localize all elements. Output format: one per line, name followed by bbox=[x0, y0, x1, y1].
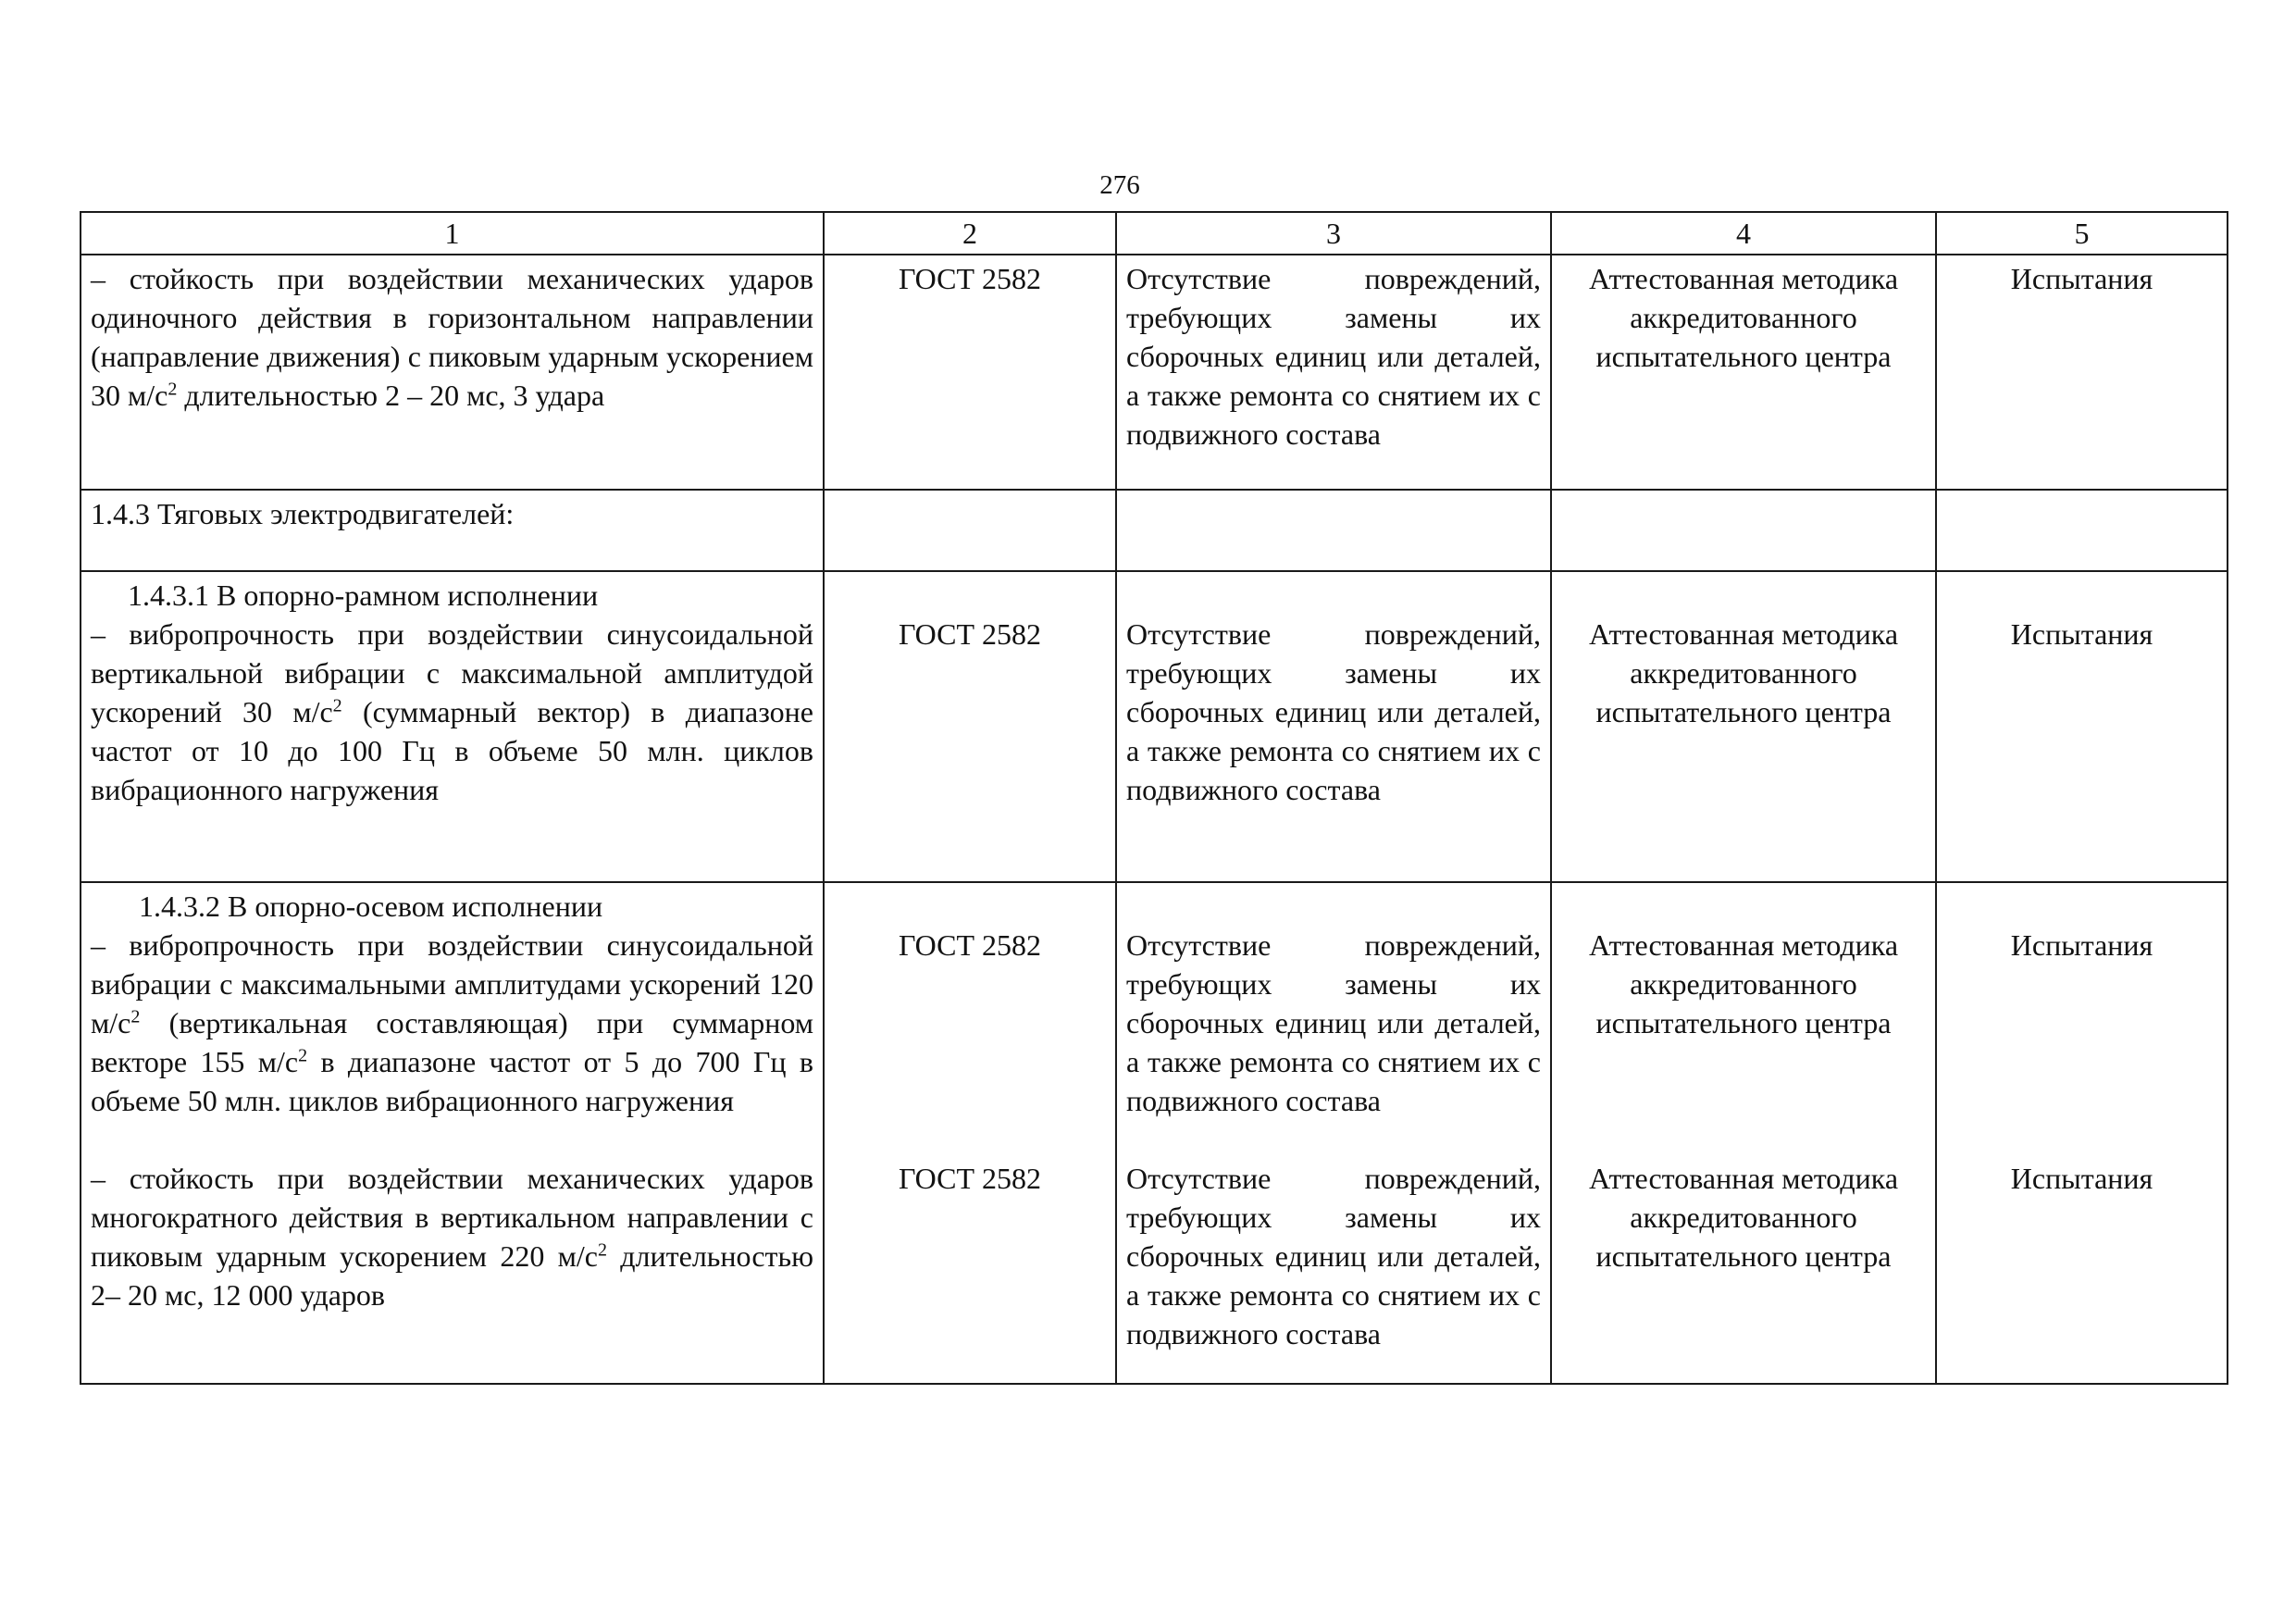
criterion-text: Отсутствие повреждений, требующих замены их сборочных единиц или деталей, а также ремонта со снятием их с подвижного состава bbox=[1126, 1162, 1541, 1350]
standard-text: ГОСТ 2582 bbox=[898, 928, 1042, 962]
criterion-cell: Отсутствие повреждений, требующих замены их сборочных единиц или деталей, а также ремонта со снятием их с подвижного состава bbox=[1116, 255, 1551, 490]
table-header-row bbox=[81, 212, 2228, 255]
method-text: Аттестованная методика аккредитованного испытательного центра bbox=[1588, 928, 1899, 1039]
requirement-text: – стойкость при воздействии механических ударов многократного действия в вертикальном направлении с пиковым ударным ускорением 220 м/с bbox=[91, 1162, 813, 1273]
criterion-cell bbox=[1116, 571, 1551, 882]
control-type-text: Испытания bbox=[2010, 928, 2153, 962]
section-title: 1.4.3 Тяговых электродвигателей: bbox=[81, 490, 824, 571]
method-text: Аттестованная методика аккредитованного испытательного центра bbox=[1588, 617, 1899, 728]
standard-cell bbox=[824, 882, 1116, 1384]
control-type-text: Испытания bbox=[2010, 617, 2153, 651]
standard-text: ГОСТ 2582 bbox=[898, 617, 1042, 651]
method-cell: Аттестованная методика аккредитованного испытательного центра bbox=[1551, 255, 1936, 490]
column-header-3: 3 bbox=[1116, 212, 1551, 255]
page-number: 276 bbox=[1099, 170, 1140, 200]
superscript: 2 bbox=[597, 1239, 607, 1261]
subsection-heading: 1.4.3.2 В опорно-осевом исполнении bbox=[139, 890, 603, 923]
control-type-cell bbox=[1936, 882, 2228, 1384]
subsection-heading: 1.4.3.1 В опорно-рамном исполнении bbox=[128, 579, 599, 612]
column-header-2: 2 bbox=[824, 212, 1116, 255]
requirement-text: – стойкость при воздействии механических ударов одиночного действия в горизонтальном направлении (направление движения) с пиковым ударным ускорением 30 м/с bbox=[91, 262, 813, 412]
superscript: 2 bbox=[130, 1006, 141, 1027]
section-row bbox=[81, 490, 2228, 571]
requirement-text-end: длительностью 2 – 20 мс, 3 удара bbox=[177, 379, 605, 412]
superscript: 2 bbox=[332, 695, 342, 716]
requirement-text-end: (суммарный вектор) в диапазоне частот от 10 до 100 Гц в объеме 50 млн. циклов вибрационного нагружения bbox=[91, 695, 813, 806]
table-row bbox=[81, 882, 2228, 1384]
requirement-shock bbox=[91, 1159, 813, 1314]
standard-text: ГОСТ 2582 bbox=[898, 1162, 1042, 1195]
requirement-text: – вибропрочность при воздействии синусоидальной вертикальной вибрации с максимальной амплитудой ускорений 30 м/с bbox=[91, 617, 813, 728]
table-row bbox=[81, 255, 2228, 490]
criterion-text: Отсутствие повреждений, требующих замены их сборочных единиц или деталей, а также ремонта со снятием их с подвижного состава bbox=[1126, 617, 1541, 806]
method-cell bbox=[1551, 882, 1936, 1384]
method-cell bbox=[1551, 571, 1936, 882]
requirement-cell bbox=[81, 882, 824, 1384]
column-header-5: 5 bbox=[1936, 212, 2228, 255]
requirement-text-end: длительностью 2– 20 мс, 12 000 ударов bbox=[91, 1239, 814, 1312]
empty-cell bbox=[1551, 490, 1936, 571]
requirement-text: – вибропрочность при воздействии синусоидальной вибрации с максимальными амплитудами ускорений 120 м/с bbox=[91, 928, 813, 1039]
requirement-text-end: в диапазоне частот от 5 до 700 Гц в объеме 50 млн. циклов вибрационного нагружения bbox=[91, 1045, 814, 1117]
requirements-table bbox=[80, 211, 2228, 1385]
control-type-cell bbox=[1936, 571, 2228, 882]
requirement-cell bbox=[81, 571, 824, 882]
empty-cell bbox=[1936, 490, 2228, 571]
criterion-text: Отсутствие повреждений, требующих замены их сборочных единиц или деталей, а также ремонта со снятием их с подвижного состава bbox=[1126, 928, 1541, 1117]
method-text: Аттестованная методика аккредитованного испытательного центра bbox=[1588, 1162, 1899, 1273]
requirement-text-mid: (вертикальная составляющая) при суммарном векторе 155 м/с bbox=[91, 1006, 813, 1078]
criterion-cell bbox=[1116, 882, 1551, 1384]
empty-cell bbox=[824, 490, 1116, 571]
column-header-4: 4 bbox=[1551, 212, 1936, 255]
requirement-cell bbox=[81, 255, 824, 490]
superscript: 2 bbox=[298, 1045, 308, 1066]
superscript: 2 bbox=[168, 379, 178, 400]
requirement-vibration bbox=[91, 926, 813, 1159]
empty-cell bbox=[1116, 490, 1551, 571]
control-type-text: Испытания bbox=[2010, 1162, 2153, 1195]
standard-cell: ГОСТ 2582 bbox=[824, 255, 1116, 490]
table-row bbox=[81, 571, 2228, 882]
standard-cell bbox=[824, 571, 1116, 882]
column-header-1: 1 bbox=[81, 212, 824, 255]
control-type-cell: Испытания bbox=[1936, 255, 2228, 490]
